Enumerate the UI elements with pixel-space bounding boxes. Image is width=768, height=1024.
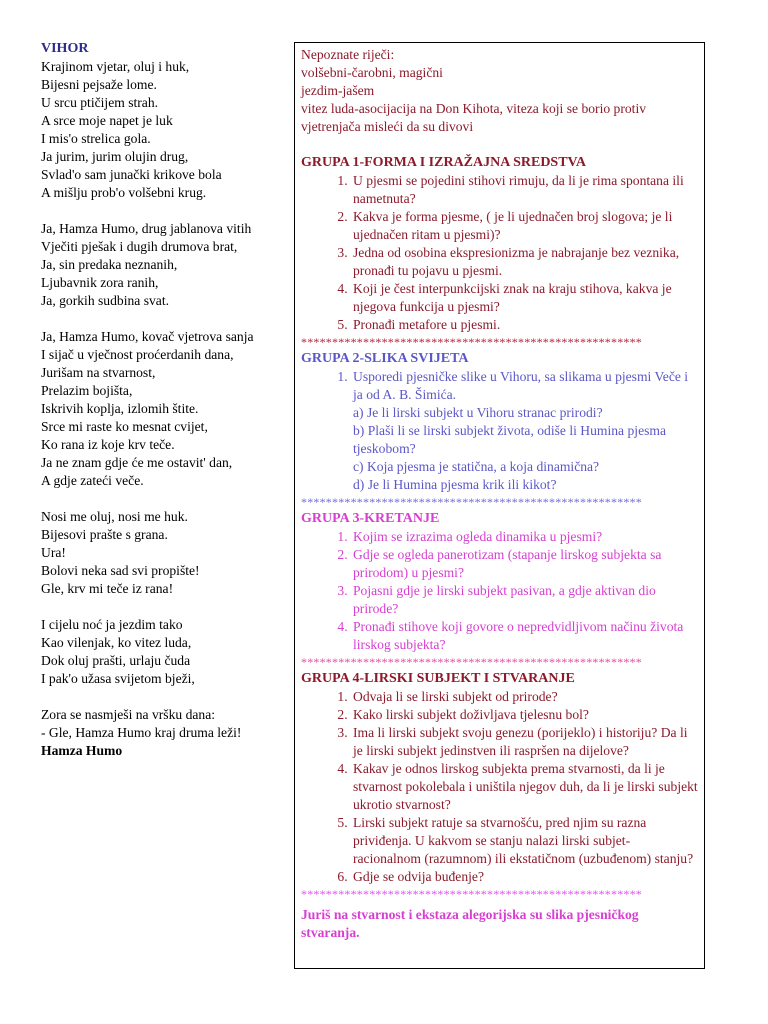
sub-question: b) Plaši li se lirski subjekt života, odiše li Humina pjesma tjeskobom? (353, 423, 666, 456)
question-item (351, 868, 698, 886)
group-title: GRUPA 1-FORMA I IZRAŽAJNA SREDSTVA (301, 155, 586, 170)
vocab-line: vitez luda-asocijacija na Don Kihota, viteza koji se borio protiv vjetrenjača misleći da su divovi (301, 101, 647, 134)
question-text: Pronađi stihove koji govore o nepredvidljivom načinu života lirskog subjekta? (353, 619, 684, 652)
question-text: Kojim se izrazima ogleda dinamika u pjesmi? (353, 529, 603, 544)
question-list (301, 528, 698, 654)
poem-stanzas (41, 58, 281, 742)
asterisk-separator: ******************************************************* (301, 335, 642, 349)
question-item (351, 760, 698, 814)
poem-stanza (41, 616, 281, 688)
poem-column (41, 40, 281, 760)
question-group (301, 670, 698, 886)
question-text: U pjesmi se pojedini stihovi rimuju, da li je rima spontana ili nametnuta? (353, 173, 684, 206)
poem-author: Hamza Humo (41, 743, 123, 758)
sub-question: a) Je li lirski subjekt u Vihoru stranac prirodi? (353, 405, 603, 420)
vocab-line: volšebni-čarobni, magični (301, 65, 443, 80)
poem-line: Kao vilenjak, ko vitez luda, (41, 635, 192, 650)
group-title: GRUPA 4-LIRSKI SUBJEKT I STVARANJE (301, 671, 575, 686)
question-text: Koji je čest interpunkcijski znak na kraju stihova, kakva je njegova funkcija u pjesmi? (353, 281, 672, 314)
poem-line: U srcu ptičijem strah. (41, 95, 159, 110)
poem-line: Ja, gorkih sudbina svat. (41, 293, 169, 308)
poem-stanza (41, 58, 281, 202)
asterisk-separator: ******************************************************* (301, 655, 642, 669)
question-item (351, 244, 698, 280)
questions-panel (294, 42, 705, 969)
question-text: Kakav je odnos lirskog subjekta prema stvarnosti, da li je stvarnost pokolebala i uništila njegov duh, da li je lirski subjekt ukrotio stvarnost? (353, 761, 698, 812)
poem-line: Ja, Hamza Humo, drug jablanova vitih (41, 221, 252, 236)
question-list (301, 688, 698, 886)
asterisk-separator: ******************************************************* (301, 887, 642, 901)
question-text: Jedna od osobina ekspresionizma je nabrajanje bez veznika, pronađi tu pojavu u pjesmi. (353, 245, 680, 278)
question-groups (301, 154, 698, 902)
question-text: Odvaja li se lirski subjekt od prirode? (353, 689, 558, 704)
poem-line: Ljubavnik zora ranih, (41, 275, 159, 290)
question-item (351, 172, 698, 208)
question-text: Gdje se ogleda panerotizam (stapanje lirskog subjekta sa prirodom) u pjesmi? (353, 547, 662, 580)
poem-line: Ura! (41, 545, 66, 560)
question-list (301, 368, 698, 494)
poem-line: Ko rana iz koje krv teče. (41, 437, 175, 452)
poem-line: Ja, sin predaka neznanih, (41, 257, 178, 272)
poem-line: A gdje zateći veče. (41, 473, 144, 488)
poem-line: I cijelu noć ja jezdim tako (41, 617, 183, 632)
poem-stanza (41, 706, 281, 742)
group-title: GRUPA 3-KRETANJE (301, 511, 440, 526)
vocabulary-box (301, 46, 698, 136)
poem-line: Iskrivih koplja, izlomih štite. (41, 401, 199, 416)
poem-line: Nosi me oluj, nosi me huk. (41, 509, 188, 524)
poem-line: Srce mi raste ko mesnat cvijet, (41, 419, 208, 434)
question-group (301, 510, 698, 654)
question-text: Lirski subjekt ratuje sa stvarnošću, pred njim su razna priviđenja. U kakvom se stanju nalazi lirski subjet-racionalnom (razumnom) ili ekstatičnom (uzbuđenom) stanju? (353, 815, 694, 866)
poem-line: Ja jurim, jurim olujin drug, (41, 149, 189, 164)
question-item (351, 208, 698, 244)
conclusion-text: Juriš na stvarnost i ekstaza alegorijska su slika pjesničkog stvaranja. (301, 907, 639, 940)
question-text: Ima li lirski subjekt svoju genezu (porijeklo) i historiju? Da li je lirski subjekt jedinstven ili raspršen na dijelove? (353, 725, 688, 758)
poem-line: Bolovi neka sad svi propište! (41, 563, 200, 578)
question-text: Kakva je forma pjesme, ( je li ujednačen broj slogova; je li ujednačen ritam u pjesmi)? (353, 209, 673, 242)
question-text: Pojasni gdje je lirski subjekt pasivan, a gdje aktivan dio prirode? (353, 583, 656, 616)
poem-line: Jurišam na stvarnost, (41, 365, 156, 380)
poem-line: Dok oluj prašti, urlaju čuda (41, 653, 191, 668)
poem-line: Bijesovi prašte s grana. (41, 527, 168, 542)
question-item (351, 280, 698, 316)
poem-line: Ja ne znam gdje će me ostavit' dan, (41, 455, 233, 470)
poem-line: I mis'o strelica gola. (41, 131, 151, 146)
question-item (351, 618, 698, 654)
question-list (301, 172, 698, 334)
poem-line: A srce moje napet je luk (41, 113, 173, 128)
question-item (351, 316, 698, 334)
poem-line: Prelazim bojišta, (41, 383, 133, 398)
question-text: Gdje se odvija buđenje? (353, 869, 484, 884)
question-item (351, 814, 698, 868)
poem-stanza (41, 328, 281, 490)
asterisk-separator: ******************************************************* (301, 495, 642, 509)
question-text: Kako lirski subjekt doživljava tjelesnu bol? (353, 707, 589, 722)
poem-line: Krajinom vjetar, oluj i huk, (41, 59, 190, 74)
question-text: Usporedi pjesničke slike u Vihoru, sa slikama u pjesmi Veče i ja od A. B. Šimića. (353, 369, 689, 402)
question-text: Pronađi metafore u pjesmi. (353, 317, 501, 332)
poem-line: Vječiti pješak i dugih drumova brat, (41, 239, 238, 254)
poem-line: Ja, Hamza Humo, kovač vjetrova sanja (41, 329, 254, 344)
group-title: GRUPA 2-SLIKA SVIJETA (301, 351, 469, 366)
sub-question: c) Koja pjesma je statična, a koja dinamična? (353, 459, 600, 474)
question-item (351, 724, 698, 760)
poem-line: I pak'o užasa svijetom bježi, (41, 671, 195, 686)
question-item (351, 582, 698, 618)
question-item (351, 706, 698, 724)
poem-line: I sijač u vječnost proćerdanih dana, (41, 347, 234, 362)
poem-line: Bijesni pejsaže lome. (41, 77, 157, 92)
vocab-line: jezdim-jašem (301, 83, 375, 98)
poem-stanza (41, 508, 281, 598)
question-item (351, 528, 698, 546)
vocab-line: Nepoznate riječi: (301, 47, 395, 62)
question-group (301, 154, 698, 334)
poem-line: - Gle, Hamza Humo kraj druma leži! (41, 725, 242, 740)
question-item (351, 368, 698, 494)
poem-line: Gle, krv mi teče iz rana! (41, 581, 174, 596)
question-item (351, 546, 698, 582)
question-group (301, 350, 698, 494)
poem-stanza (41, 220, 281, 310)
poem-line: Svlad'o sam junački krikove bola (41, 167, 222, 182)
sub-question: d) Je li Humina pjesma krik ili kikot? (353, 477, 557, 492)
poem-line: A mišlju prob'o volšebni krug. (41, 185, 207, 200)
poem-line: Zora se nasmješi na vršku dana: (41, 707, 216, 722)
poem-title: VIHOR (41, 41, 89, 56)
question-item (351, 688, 698, 706)
